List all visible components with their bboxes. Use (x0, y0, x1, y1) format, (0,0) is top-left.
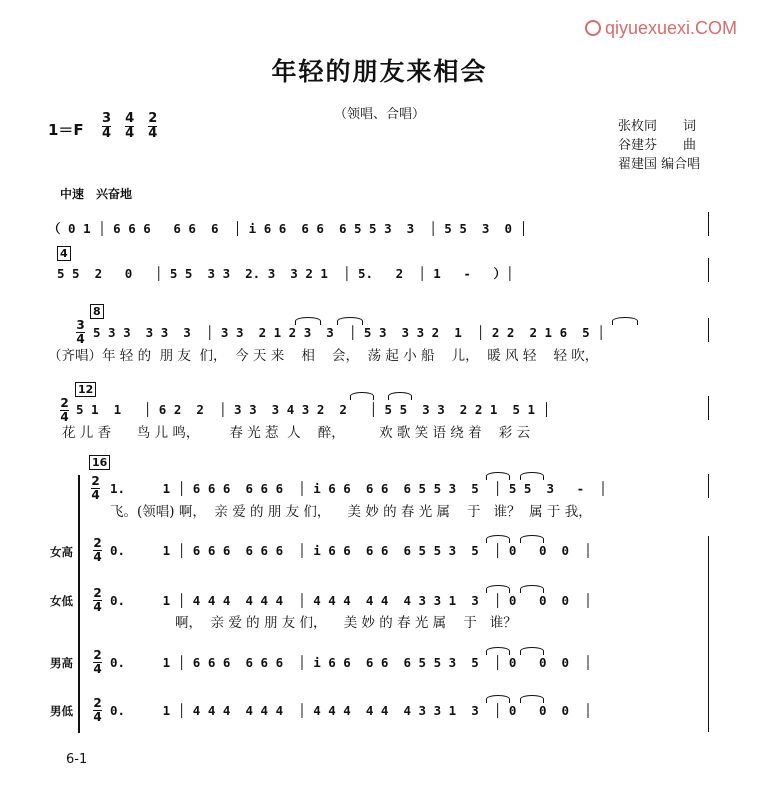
barline (708, 318, 709, 342)
meter-2-4: 2 4 (93, 586, 102, 614)
rehearsal-mark-16: 16 (89, 455, 110, 470)
lyrics-row-5: 飞。(领唱) 啊， 亲 爱 的 朋 友 们， 美 妙 的 春 光 属 于 谁？ 属 于 我， (110, 504, 592, 520)
song-title: 年轻的朋友来相会 (271, 57, 488, 86)
rehearsal-mark-8: 8 (90, 304, 104, 319)
notes-row-3: 5 3 3 3 3 3 │ 3 3 2 1 2 3 3 │ 5 3 3 3 2 1 │ 2 2 2 1 6 5 │ (93, 325, 605, 340)
credit-composer: 谷建芬 曲 (618, 138, 697, 153)
slur (486, 647, 510, 655)
barline (708, 258, 709, 282)
notes-alto: 0. 1 │ 4 4 4 4 4 4 │ 4 4 4 4 4 4 3 3 1 3 │ 0 0 0 │ (110, 593, 592, 608)
lyrics-alto: 啊， 亲 爱 的 朋 友 们， 美 妙 的 春 光 属 于 谁？ (175, 615, 517, 631)
notes-row-1: （ 0 1 │ 6 6 6 6 6 6 │ i 6 6 6 6 6 5 5 3 3 │ 5 5 3 0 │ (48, 221, 528, 236)
slur (486, 472, 510, 480)
meter-2-4: 2 4 (60, 396, 69, 424)
watermark-logo-icon (585, 20, 601, 36)
slur (295, 317, 321, 325)
key-signature: 1＝F (48, 121, 84, 139)
notes-soprano: 0. 1 │ 6 6 6 6 6 6 │ i 6 6 6 6 6 5 5 3 5 │ 0 0 0 │ (110, 543, 592, 558)
part-label-soprano: 女高 (50, 545, 73, 559)
lyrics-row-3: （齐唱）年 轻 的 朋 友 们， 今 天 来 相 会， 荡 起 小 船 儿， 暖 风 轻 轻 吹， (48, 348, 599, 364)
meter-2-4: 2 4 (93, 696, 102, 724)
part-label-bass: 男低 (50, 704, 73, 718)
meter-2-4: 2 4 (91, 474, 100, 502)
tempo-marking: 中速 兴奋地 (60, 187, 133, 201)
meter-2-4: 2 4 (93, 648, 102, 676)
notes-tenor: 0. 1 │ 6 6 6 6 6 6 │ i 6 6 6 6 6 5 5 3 5 │ 0 0 0 │ (110, 655, 592, 670)
site-watermark (585, 18, 737, 39)
meter-2-4: $\frac{2}{4}$ (148, 111, 158, 141)
notes-row-4: 5 1 1 │ 6 2 2 │ 3 3 3 4 3 2 2 │ 5 5 3 3 2 2 1 5 1 │ (76, 402, 551, 417)
barline (708, 474, 709, 498)
part-label-alto: 女低 (50, 594, 73, 608)
barline (708, 212, 709, 236)
meter-4-4: $\frac{4}{4}$ (125, 111, 135, 141)
slur (520, 535, 544, 543)
notes-bass: 0. 1 │ 4 4 4 4 4 4 │ 4 4 4 4 4 4 3 3 1 3 │ 0 0 0 │ (110, 703, 592, 718)
rehearsal-mark-4: 4 (57, 246, 71, 261)
slur (486, 535, 510, 543)
slur (520, 472, 544, 480)
slur (520, 585, 544, 593)
time-signatures (102, 113, 166, 140)
slur (520, 647, 544, 655)
lyrics-row-4: 花 儿 香 鸟 儿 鸣， 春 光 惹 人 醉， 欢 歌 笑 语 绕 着 彩 云 (62, 425, 531, 441)
choir-bracket (78, 475, 84, 733)
credit-lyricist: 张枚同 词 (618, 119, 697, 134)
barline (708, 396, 709, 420)
song-subtitle: （领唱、合唱） (333, 107, 425, 122)
slur (486, 585, 510, 593)
slur (388, 392, 412, 400)
notes-row-2: 5 5 2 0 │ 5 5 3 3 2. 3 3 2 1 │ 5. 2 │ 1 - ）│ (57, 266, 514, 281)
part-label-tenor: 男高 (50, 656, 73, 670)
credits (618, 117, 700, 174)
slur (612, 317, 638, 325)
meter-2-4: 2 4 (93, 536, 102, 564)
page-number: 6-1 (66, 752, 88, 767)
system-barline (708, 536, 709, 732)
slur (486, 695, 510, 703)
notes-row-5: 1. 1 │ 6 6 6 6 6 6 │ i 6 6 6 6 6 5 5 3 5 │ 5 5 3 - │ (110, 481, 607, 496)
meter-3-4: 3 4 (76, 318, 85, 346)
slur (350, 392, 374, 400)
watermark-text: qiyuexuexi.COM (604, 18, 737, 38)
meter-3-4: $\frac{3}{4}$ (102, 111, 112, 141)
credit-arranger: 翟建国 编合唱 (618, 157, 701, 172)
rehearsal-mark-12: 12 (75, 382, 96, 397)
slur (520, 695, 544, 703)
slur (337, 317, 363, 325)
